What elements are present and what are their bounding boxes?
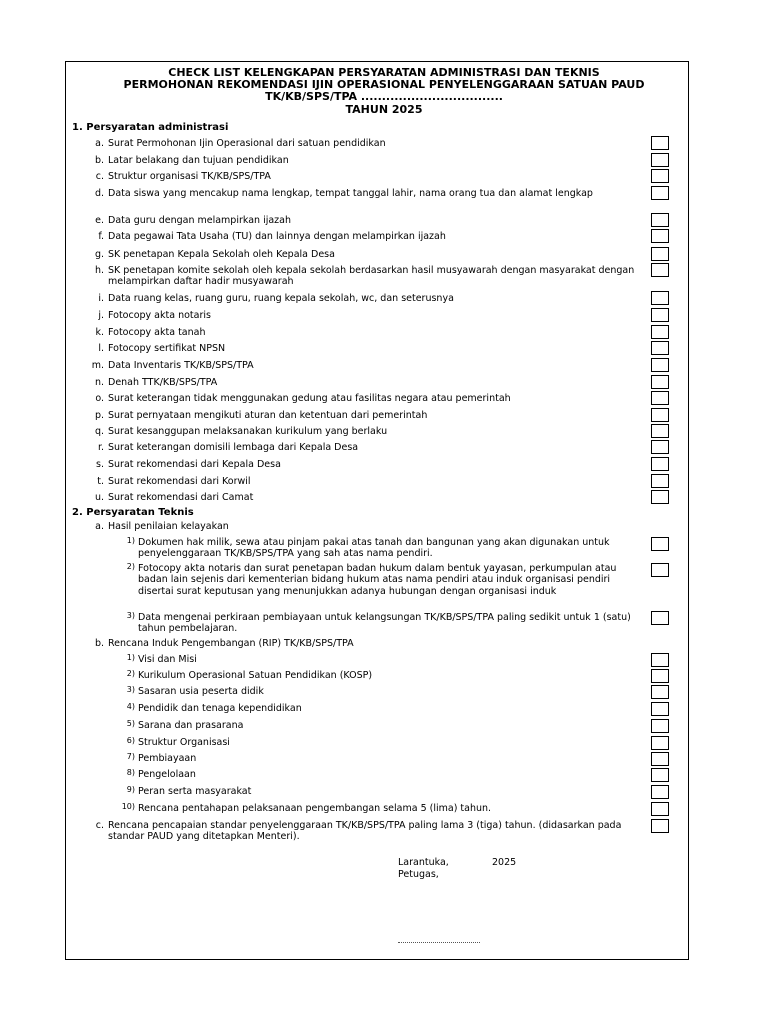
title-line-3: TK/KB/SPS/TPA .................................. [265, 90, 503, 103]
checkbox[interactable] [651, 719, 669, 733]
item-number: 9) [126, 785, 135, 794]
checkbox[interactable] [651, 169, 669, 183]
item-letter: f. [98, 231, 104, 242]
checkbox[interactable] [651, 263, 669, 277]
item-letter: t. [97, 476, 104, 487]
checkbox[interactable] [651, 768, 669, 782]
admin-item-text: Surat keterangan tidak menggunakan gedung atau fasilitas negara atau pemerintah [108, 393, 511, 404]
checkbox[interactable] [651, 736, 669, 750]
checkbox[interactable] [651, 785, 669, 799]
section-administrasi-title: 1. Persyaratan administrasi [72, 122, 229, 133]
signature-line [398, 942, 480, 943]
teknis-a-item-text: Dokumen hak milik, sewa atau pinjam pakai atas tanah dan bangunan yang akan digunakan untuk penyelenggaraan TK/KB/SPS/TPA yang sah atas nama pendiri. [138, 537, 610, 560]
checkbox[interactable] [651, 213, 669, 227]
admin-item-text: Surat rekomendasi dari Korwil [108, 476, 251, 487]
checkbox[interactable] [651, 375, 669, 389]
teknis-a-item-text: Fotocopy akta notaris dan surat penetapan badan hukum dalam bentuk yayasan, perkumpulan atau badan lain sejenis dari kementerian bidang hukum atas nama pendiri atau induk organisasi pendiri disertai surat keputusan yang menunjukkan adanya hubungan dengan organisasi induk [138, 563, 617, 597]
checkbox[interactable] [651, 325, 669, 339]
admin-item-text: SK penetapan komite sekolah oleh kepala sekolah berdasarkan hasil musyawarah dengan masyarakat dengan melampirkan daftar hadir musyawarah [108, 265, 635, 288]
checkbox[interactable] [651, 247, 669, 261]
checkbox[interactable] [651, 653, 669, 667]
item-letter: b. [94, 638, 104, 649]
admin-item-text: Data siswa yang mencakup nama lengkap, tempat tanggal lahir, nama orang tua dan alamat lengkap [108, 188, 593, 199]
admin-item-text: Fotocopy sertifikat NPSN [108, 343, 226, 354]
checkbox[interactable] [651, 136, 669, 150]
item-letter: c. [95, 171, 104, 182]
admin-item-text: Data Inventaris TK/KB/SPS/TPA [108, 360, 254, 371]
item-letter: d. [94, 188, 104, 199]
item-number: 3) [126, 685, 135, 694]
checkbox[interactable] [651, 669, 669, 683]
signature-year: 2025 [492, 857, 517, 868]
teknis-b-item-text: Visi dan Misi [138, 654, 197, 665]
teknis-b-item-text: Sarana dan prasarana [138, 720, 244, 731]
admin-item-text: Fotocopy akta tanah [108, 327, 206, 338]
checkbox[interactable] [651, 391, 669, 405]
item-letter: n. [94, 377, 104, 388]
checkbox[interactable] [651, 341, 669, 355]
item-letter: m. [91, 360, 104, 371]
item-letter: j. [98, 310, 104, 321]
item-letter: h. [94, 265, 104, 276]
teknis-b-heading: Rencana Induk Pengembangan (RIP) TK/KB/SPS/TPA [108, 638, 354, 649]
admin-item-text: Surat rekomendasi dari Camat [108, 492, 254, 503]
checkbox[interactable] [651, 308, 669, 322]
checkbox[interactable] [651, 752, 669, 766]
teknis-b-item-text: Peran serta masyarakat [138, 786, 252, 797]
checkbox[interactable] [651, 819, 669, 833]
title-year: TAHUN 2025 [345, 103, 423, 116]
teknis-b-item-text: Struktur Organisasi [138, 737, 230, 748]
checkbox[interactable] [651, 537, 669, 551]
item-letter: u. [94, 492, 104, 503]
item-letter: l. [98, 343, 104, 354]
checkbox[interactable] [651, 186, 669, 200]
item-number: 10) [121, 802, 135, 811]
checkbox[interactable] [651, 802, 669, 816]
admin-item-text: Data guru dengan melampirkan ijazah [108, 215, 292, 226]
item-letter: g. [94, 249, 104, 260]
item-number: 1) [126, 536, 135, 545]
item-number: 2) [126, 669, 135, 678]
admin-item-text: Surat rekomendasi dari Kepala Desa [108, 459, 281, 470]
checkbox[interactable] [651, 702, 669, 716]
item-letter: k. [95, 327, 104, 338]
item-letter: a. [95, 521, 104, 532]
item-letter: c. [95, 820, 104, 831]
teknis-c-text: Rencana pencapaian standar penyelenggaraan TK/KB/SPS/TPA paling lama 3 (tiga) tahun. (didasarkan pada standar PAUD yang ditetapkan Menteri). [108, 820, 622, 843]
item-number: 8) [126, 768, 135, 777]
item-letter: b. [94, 155, 104, 166]
item-letter: s. [96, 459, 104, 470]
teknis-b-item-text: Pendidik dan tenaga kependidikan [138, 703, 302, 714]
item-letter: e. [95, 215, 104, 226]
admin-item-text: Surat keterangan domisili lembaga dari Kepala Desa [108, 442, 359, 453]
checkbox[interactable] [651, 424, 669, 438]
admin-item-text: Struktur organisasi TK/KB/SPS/TPA [108, 171, 271, 182]
checkbox[interactable] [651, 563, 669, 577]
admin-item-text: Data pegawai Tata Usaha (TU) dan lainnya dengan melampirkan ijazah [108, 231, 446, 242]
section-teknis-title: 2. Persyaratan Teknis [72, 507, 194, 518]
teknis-a-item-text: Data mengenai perkiraan pembiayaan untuk kelangsungan TK/KB/SPS/TPA paling sedikit untuk 1 (satu) tahun pembelajaran. [138, 612, 631, 635]
item-letter: i. [98, 293, 104, 304]
teknis-b-item-text: Kurikulum Operasional Satuan Pendidikan (KOSP) [138, 670, 373, 681]
admin-item-text: SK penetapan Kepala Sekolah oleh Kepala Desa [108, 249, 335, 260]
item-letter: r. [97, 442, 104, 453]
item-number: 7) [126, 752, 135, 761]
admin-item-text: Denah TTK/KB/SPS/TPA [108, 377, 218, 388]
item-number: 2) [126, 562, 135, 571]
item-number: 3) [126, 611, 135, 620]
item-number: 5) [126, 719, 135, 728]
item-number: 4) [126, 702, 135, 711]
checkbox[interactable] [651, 229, 669, 243]
admin-item-text: Surat Permohonan Ijin Operasional dari satuan pendidikan [108, 138, 386, 149]
checkbox[interactable] [651, 474, 669, 488]
checkbox[interactable] [651, 153, 669, 167]
admin-item-text: Latar belakang dan tujuan pendidikan [108, 155, 289, 166]
checkbox[interactable] [651, 611, 669, 625]
signature-role: Petugas, [398, 869, 439, 880]
checkbox[interactable] [651, 685, 669, 699]
teknis-b-item-text: Sasaran usia peserta didik [138, 686, 264, 697]
teknis-a-heading: Hasil penilaian kelayakan [108, 521, 229, 532]
teknis-b-item-text: Pembiayaan [138, 753, 197, 764]
checkbox[interactable] [651, 291, 669, 305]
teknis-b-item-text: Rencana pentahapan pelaksanaan pengembangan selama 5 (lima) tahun. [138, 803, 492, 814]
checkbox[interactable] [651, 408, 669, 422]
title-line-2: PERMOHONAN REKOMENDASI IJIN OPERASIONAL PENYELENGGARAAN SATUAN PAUD [123, 78, 645, 91]
signature-place: Larantuka, [398, 857, 449, 868]
admin-item-text: Surat kesanggupan melaksanakan kurikulum yang berlaku [108, 426, 388, 437]
admin-item-text: Data ruang kelas, ruang guru, ruang kepala sekolah, wc, dan seterusnya [108, 293, 454, 304]
item-number: 1) [126, 653, 135, 662]
item-letter: q. [94, 426, 104, 437]
item-number: 6) [126, 736, 135, 745]
item-letter: p. [94, 410, 104, 421]
item-letter: o. [95, 393, 104, 404]
checkbox[interactable] [651, 440, 669, 454]
item-letter: a. [95, 138, 104, 149]
checkbox[interactable] [651, 358, 669, 372]
admin-item-text: Fotocopy akta notaris [108, 310, 211, 321]
title-line-1: CHECK LIST KELENGKAPAN PERSYARATAN ADMINISTRASI DAN TEKNIS [168, 66, 600, 79]
teknis-b-item-text: Pengelolaan [138, 769, 196, 780]
checkbox[interactable] [651, 457, 669, 471]
admin-item-text: Surat pernyataan mengikuti aturan dan ketentuan dari pemerintah [108, 410, 428, 421]
checkbox[interactable] [651, 490, 669, 504]
